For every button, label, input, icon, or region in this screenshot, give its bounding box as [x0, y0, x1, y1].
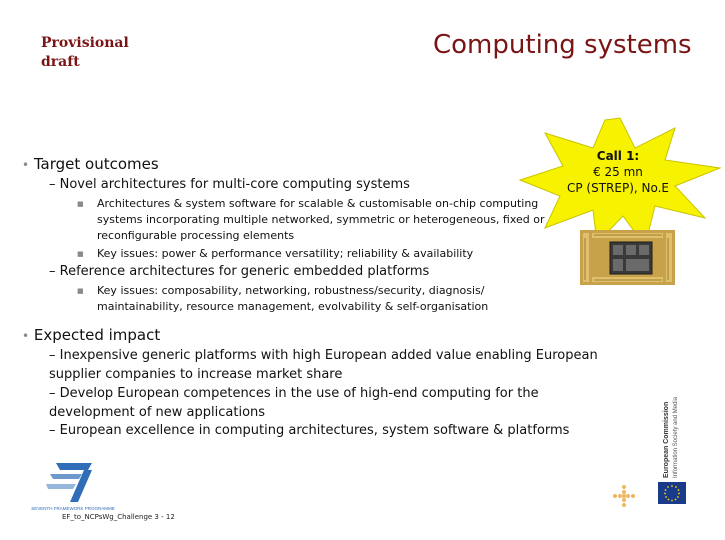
ec-label-1: European Commission: [663, 401, 670, 478]
target-sub1-bullet1-text: Architectures & system software for scalable & customisable on-chip computing systems incorporating multiple networked, symmetric or heterogeneous, fixed or reconfigurable processing elements: [97, 197, 545, 242]
square-bullet-icon: ■: [77, 200, 84, 208]
target-heading-text: Target outcomes: [33, 155, 159, 173]
ec-label-2: Information Society and Media: [673, 396, 679, 478]
dots-cross-icon: [612, 484, 636, 508]
slide-title: Computing systems: [433, 30, 692, 60]
call-budget: € 25 mn: [593, 165, 643, 179]
call-title: Call 1:: [596, 149, 640, 163]
draft-line-1: Provisional: [41, 35, 129, 51]
target-sub1-bullet2-text: Key issues: power & performance versatility; reliability & availability: [97, 247, 474, 260]
eu-flag-icon: [658, 482, 686, 504]
target-sub2: – Reference architectures for generic embedded platforms: [49, 264, 430, 279]
square-bullet-icon: ■: [77, 250, 84, 258]
impact-item-1: – Inexpensive generic platforms with high European added value enabling European supplier companies to increase market share: [49, 348, 598, 382]
square-bullet-icon: ■: [77, 287, 84, 295]
fp7-logo: [31, 460, 115, 515]
impact-item-3: – European excellence in computing architectures, system software & platforms: [49, 423, 570, 438]
bullet-icon: •: [22, 158, 30, 172]
call-instruments: CP (STREP), No.E: [566, 181, 670, 195]
target-sub1-bullet2: [77, 246, 567, 262]
draft-label: [41, 34, 129, 72]
call-callout: [558, 148, 678, 196]
impact-heading-text: Expected impact: [33, 326, 161, 344]
footer-text: EF_to_NCPsWg_Challenge 3 - 12: [62, 513, 175, 521]
impact-item-2: – Develop European competences in the use of high-end computing for the development of new applications: [49, 386, 539, 420]
bullet-icon: •: [22, 329, 30, 343]
target-heading: [22, 155, 159, 173]
target-sub2-bullet1-text: Key issues: composability, networking, robustness/security, diagnosis/ maintainability, resource management, evolvability & self-organisation: [97, 284, 489, 313]
chip-photo: [580, 230, 675, 285]
target-sub2-bullet1: [77, 283, 557, 315]
target-sub1: – Novel architectures for multi-core computing systems: [49, 177, 410, 192]
fp7-caption: SEVENTH FRAMEWORK PROGRAMME: [31, 506, 115, 511]
impact-heading: [22, 326, 160, 344]
target-sub1-bullet1: [77, 196, 567, 244]
draft-line-2: draft: [41, 54, 80, 70]
